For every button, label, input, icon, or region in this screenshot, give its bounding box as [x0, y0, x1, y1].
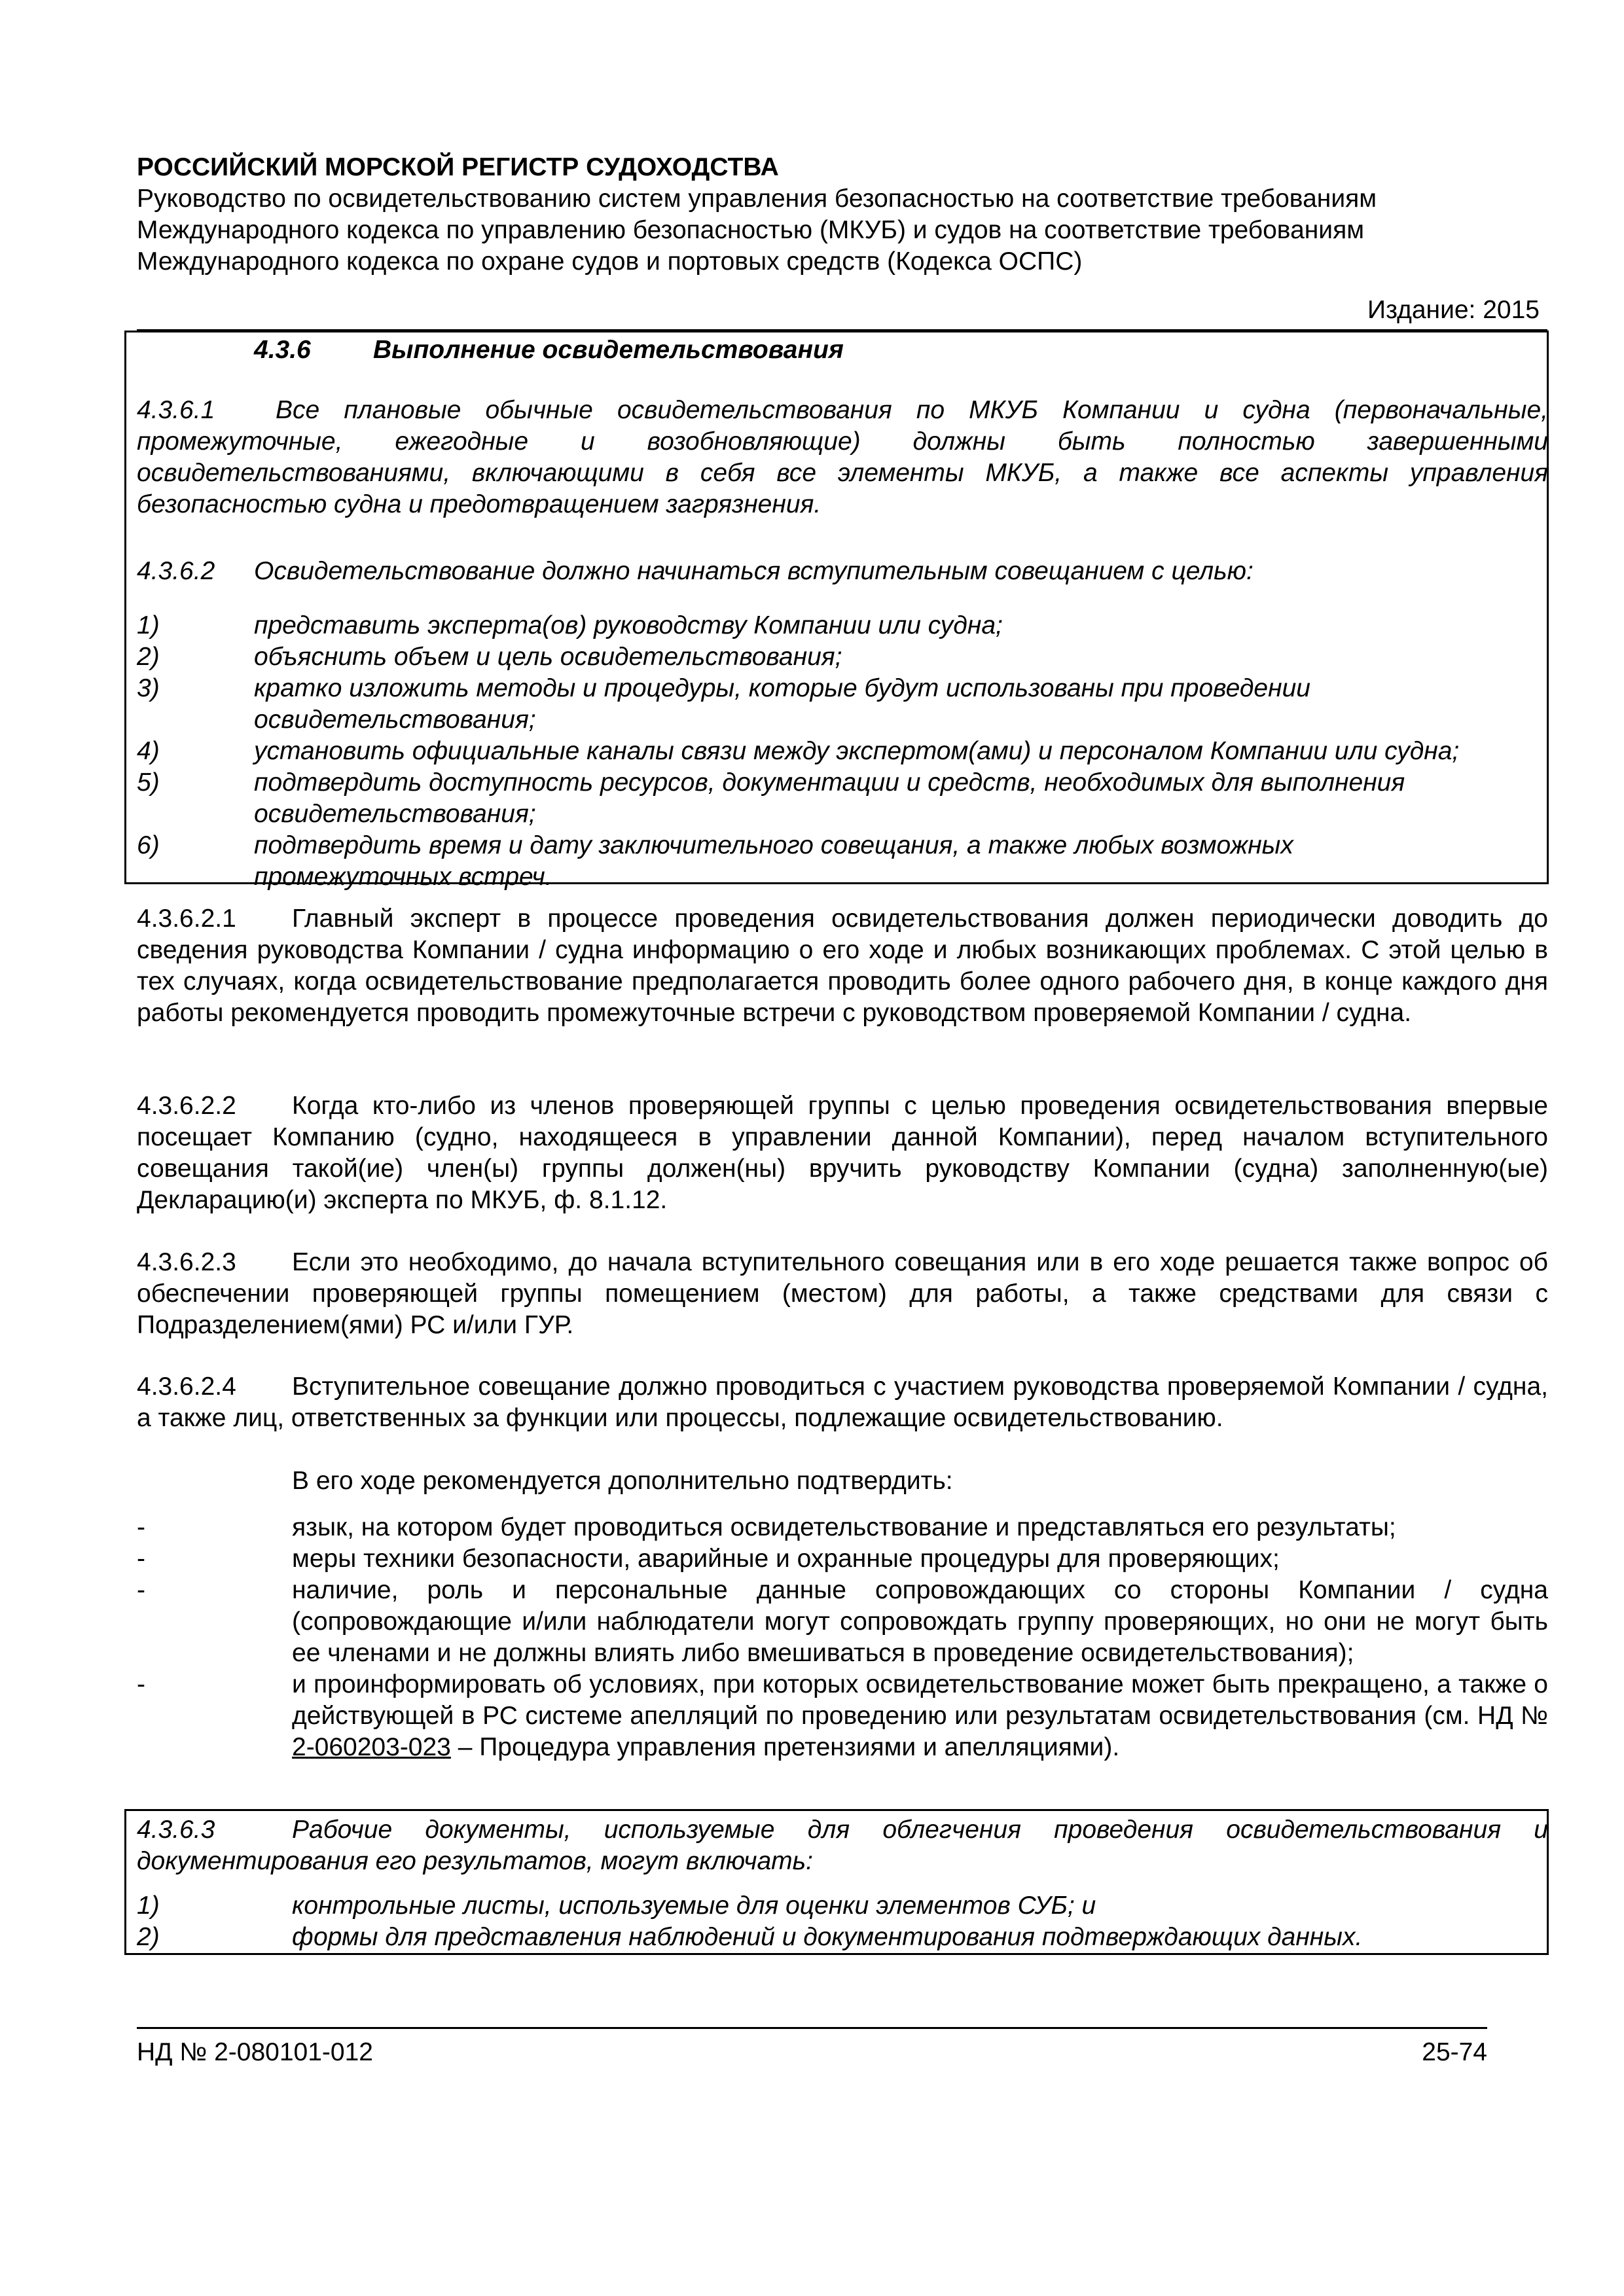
bullet-dash: -: [137, 1545, 145, 1573]
clause-number: 4.3.6.2.2: [137, 1092, 236, 1120]
list-marker: 1): [137, 1892, 160, 1920]
list-marker: 5): [137, 768, 160, 797]
list-marker: 2): [137, 643, 160, 671]
section-title: Выполнение освидетельствования: [373, 336, 844, 364]
list-marker: 1): [137, 611, 160, 639]
clause-4-3-6-2-text: Освидетельствование должно начинаться вступительным совещанием с целью:: [254, 557, 1254, 585]
list-marker: 6): [137, 831, 160, 859]
footer-document-number: НД № 2-080101-012: [137, 2038, 373, 2066]
clause-number: 4.3.6.2.3: [137, 1248, 236, 1276]
bullet-dash: -: [137, 1513, 145, 1541]
clause-number: 4.3.6.1: [137, 396, 215, 424]
clause-4-3-6-1-text: 4.3.6.1 Все плановые обычные освидетельствования по МКУБ Компании и судна (первоначальные, промежуточные, ежегодные и возобновляющие) должны быть полностью завершенными освидетельствованиями, включающими в себя все элементы МКУБ, а также все аспекты управления безопасностью судна и предотвращением загрязнения.: [137, 396, 1548, 518]
document-title: Руководство по освидетельствованию систем управления безопасностью на соответствие требованиям Международного кодекса по управлению безопасностью (МКУБ) и судов на соответствие требованиям Международного кодекса по охране судов и портовых средств (Кодекса ОСПС): [137, 185, 1377, 276]
bullet-item: меры техники безопасности, аварийные и охранные процедуры для проверяющих;: [292, 1545, 1280, 1573]
clause-number: 4.3.6.3: [137, 1816, 215, 1844]
list-item: установить официальные каналы связи между экспертом(ами) и персоналом Компании или судна;: [254, 737, 1460, 765]
footer-divider: [137, 2027, 1487, 2029]
bullet-dash: -: [137, 1670, 145, 1698]
list-item: представить эксперта(ов) руководству Компании или судна;: [254, 611, 1003, 639]
clause-number: 4.3.6.2.4: [137, 1372, 236, 1401]
clause-4-3-6-2-2-text: 4.3.6.2.2 Когда кто-либо из членов проверяющей группы с целью проведения освидетельствования впервые посещает Компанию (судно, находящееся в управлении данной Компании), перед началом вступительного совещания такой(ие) член(ы) группы должен(ны) вручить руководству Компании (судна) заполненную(ые) Декларацию(и) эксперта по МКУБ, ф. 8.1.12.: [137, 1092, 1548, 1214]
list-item: подтвердить время и дату заключительного совещания, а также любых возможных промежуточных встреч.: [254, 831, 1293, 891]
confirm-intro: В его ходе рекомендуется дополнительно подтвердить:: [292, 1467, 953, 1495]
bullet-dash: -: [137, 1576, 145, 1604]
list-marker: 2): [137, 1923, 160, 1951]
list-marker: 3): [137, 674, 160, 702]
list-item: подтвердить доступность ресурсов, документации и средств, необходимых для выполнения освидетельствования;: [254, 768, 1405, 828]
bullet-item: наличие, роль и персональные данные сопровождающих со стороны Компании / судна (сопровождающие и/или наблюдатели могут сопровождать группу проверяющих, но они не могут быть ее членами и не должны влиять либо вмешиваться в проведение освидетельствования);: [292, 1576, 1548, 1667]
list-marker: 4): [137, 737, 160, 765]
clause-number: 4.3.6.2: [137, 557, 215, 585]
edition-label: Издание: 2015: [1367, 296, 1540, 324]
organization-name: РОССИЙСКИЙ МОРСКОЙ РЕГИСТР СУДОХОДСТВА: [137, 153, 779, 181]
section-number: 4.3.6: [254, 336, 311, 364]
clause-4-3-6-2-4-text: 4.3.6.2.4 Вступительное совещание должно проводиться с участием руководства проверяемой Компании / судна, а также лиц, ответственных за функции или процессы, подлежащие освидетельствованию.: [137, 1372, 1548, 1432]
list-item: кратко изложить методы и процедуры, которые будут использованы при проведении освидетельствования;: [254, 674, 1310, 734]
footer-page-number: 25-74: [1422, 2038, 1487, 2066]
list-item: формы для представления наблюдений и документирования подтверждающих данных.: [292, 1923, 1363, 1951]
list-item: объяснить объем и цель освидетельствования;: [254, 643, 842, 671]
list-item: контрольные листы, используемые для оценки элементов СУБ; и: [292, 1892, 1096, 1920]
clause-4-3-6-2-3-text: 4.3.6.2.3 Если это необходимо, до начала вступительного совещания или в его ходе решается также вопрос об обеспечении проверяющей группы помещением (местом) для работы, а также средствами для связи с Подразделением(ями) РС и/или ГУР.: [137, 1248, 1548, 1339]
document-header: [137, 152, 1548, 278]
clause-4-3-6-3-text: 4.3.6.3 Рабочие документы, используемые для облегчения проведения освидетельствования и документирования его результатов, могут включать:: [137, 1816, 1548, 1875]
clause-4-3-6-2-1-text: 4.3.6.2.1 Главный эксперт в процессе проведения освидетельствования должен периодически доводить до сведения руководства Компании / судна информацию о его ходе и любых возникающих проблемах. С этой целью в тех случаях, когда освидетельствование предполагается проводить более одного рабочего дня, в конце каждого дня работы рекомендуется проводить промежуточные встречи с руководством проверяемой Компании / судна.: [137, 905, 1548, 1027]
bullet-item: язык, на котором будет проводиться освидетельствование и представляться его результаты;: [292, 1513, 1396, 1541]
clause-number: 4.3.6.2.1: [137, 905, 236, 933]
document-link[interactable]: 2-060203-023: [292, 1733, 451, 1761]
bullet-item: и проинформировать об условиях, при которых освидетельствование может быть прекращено, а также о действующей в РС системе апелляций по проведению или результатам освидетельствования (см. НД № 2-060203-023 – Процедура управления претензиями и апелляциями).: [292, 1670, 1548, 1761]
